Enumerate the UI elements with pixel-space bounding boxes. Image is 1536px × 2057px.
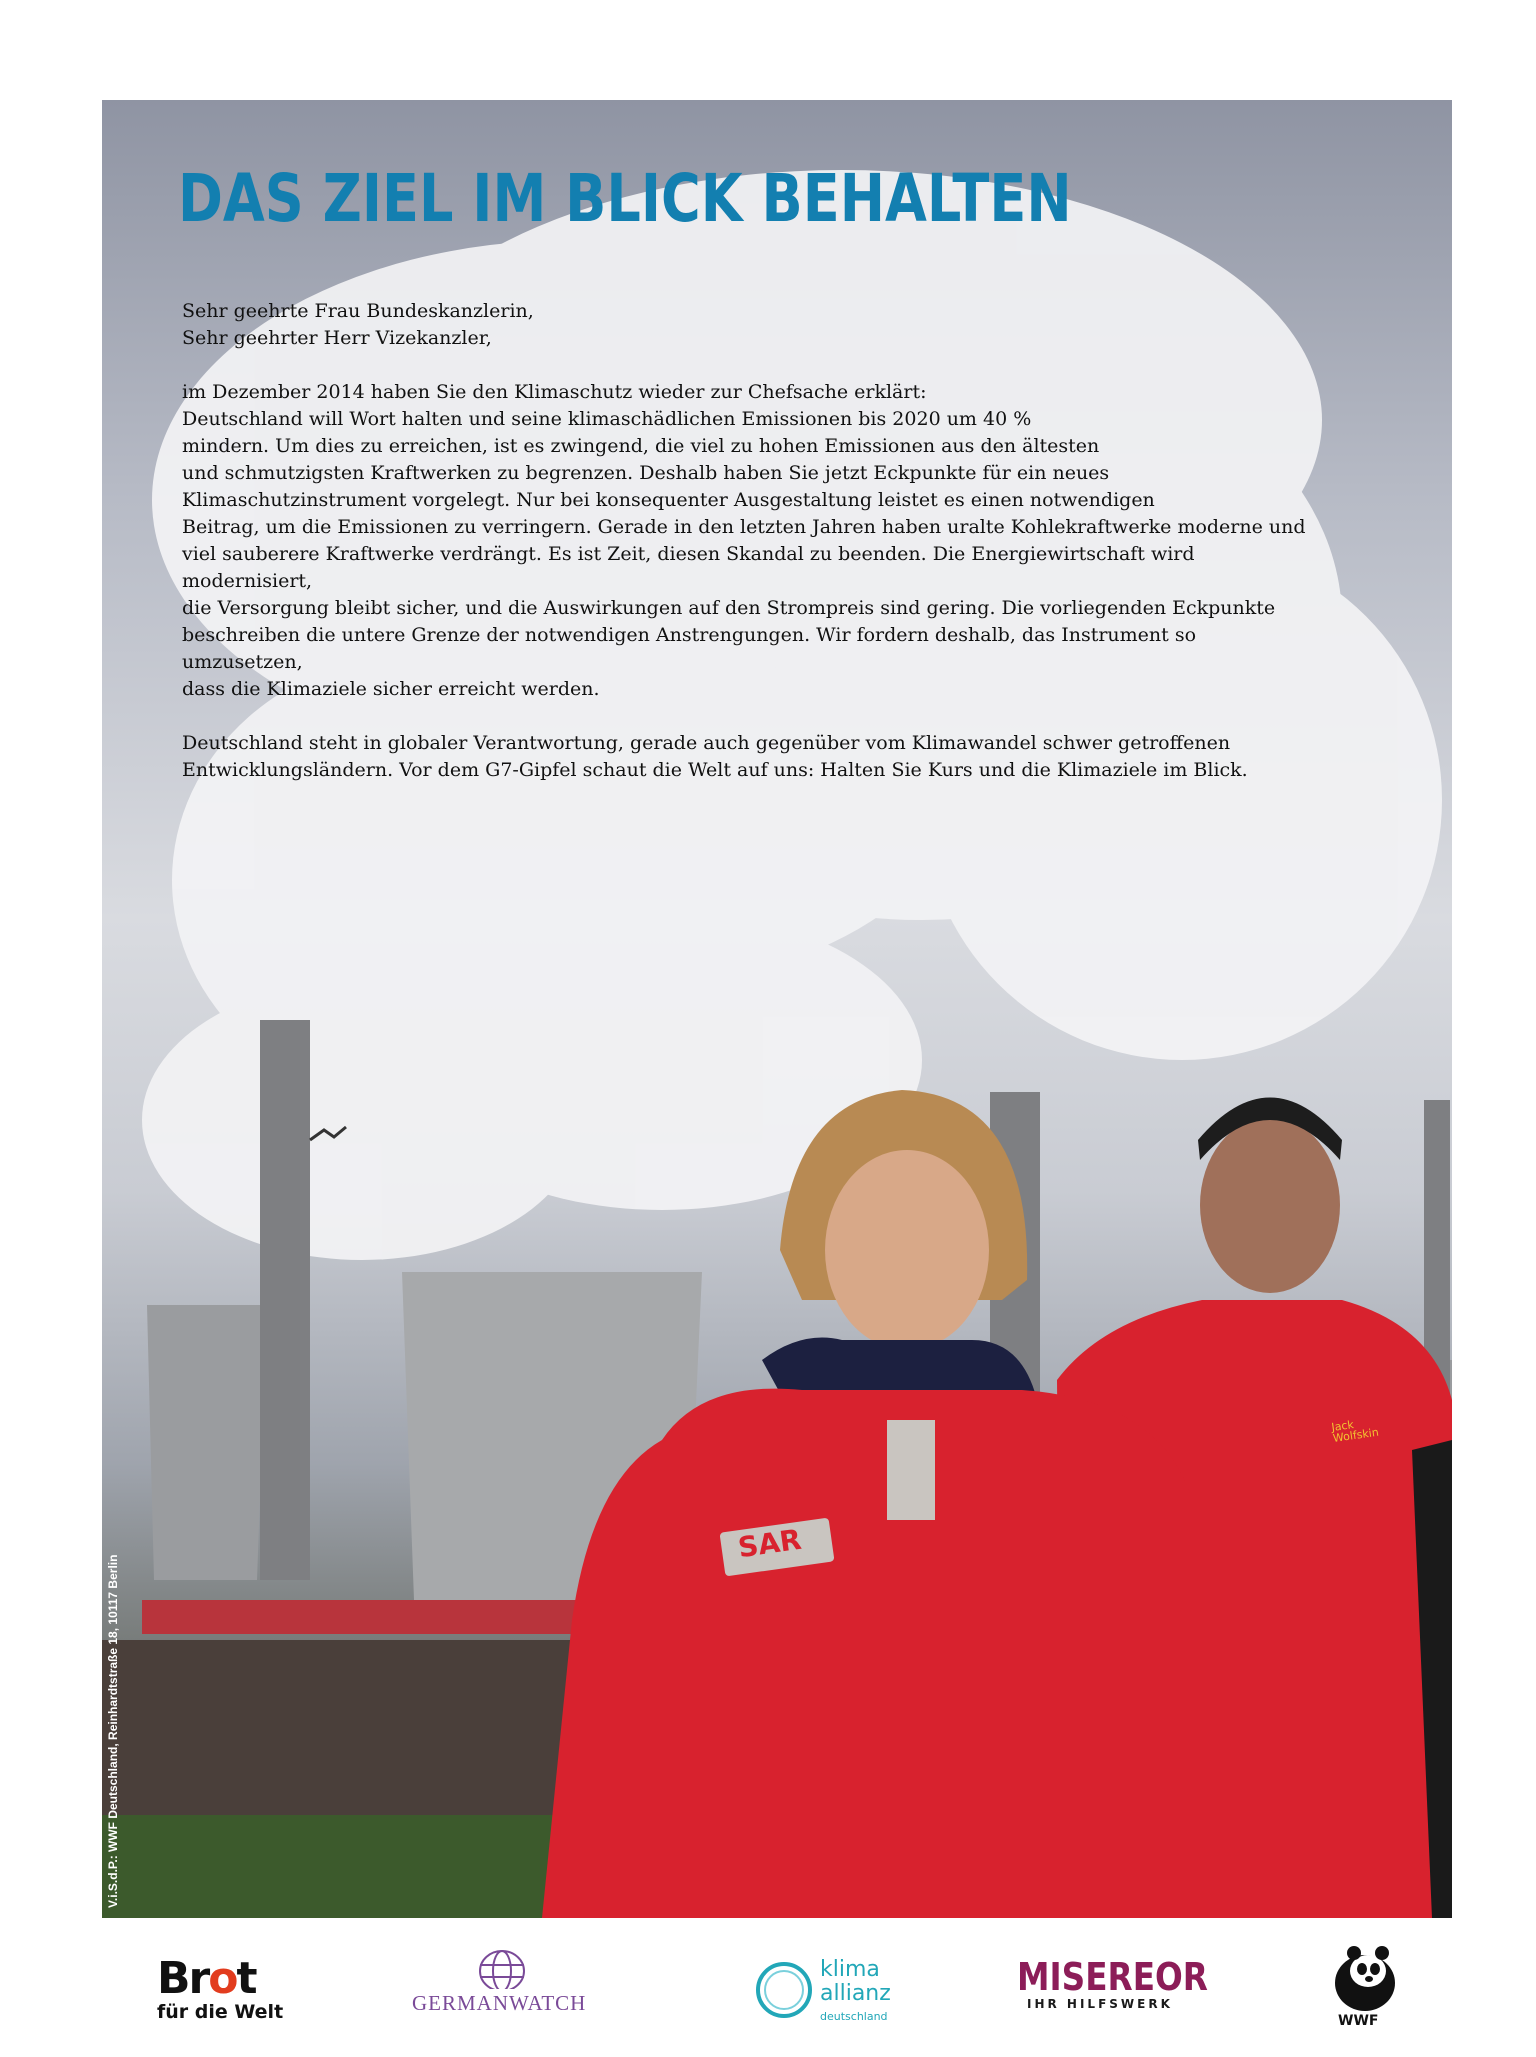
letter-paragraph-1: im Dezember 2014 haben Sie den Klimaschutz wieder zur Chefsache erklärt: Deutschland will Wort halten und seine klimaschädlichen Emissionen bis 2020 um 40 % mindern. Um dies zu erreichen, ist es zwingend, die viel zu hohen Emissionen aus den ältesten und schmutzigsten Kraftwerken zu begrenzen. Deshalb haben Sie jetzt Eckpunkte für ein neues Klimaschutzinstrument vorgelegt. Nur bei konsequenter Ausgestaltung leistet es einen notwendigen Beitrag, um die Emissionen zu verringern. Gerade in den letzten Jahren haben uralte Kohlekraftwerke moderne und viel sauberere Kraftwerke verdrängt. Es ist Zeit, diesen Skandal zu beenden. Die Energiewirtschaft wird modernisiert, die Versorgung bleibt sicher, und die Auswirkungen auf den Strompreis sind gering. Die vorliegenden Eckpunkte beschreiben die untere Grenze der notwendigen Anstrengungen. Wir fordern deshalb, das Instrument so umzusetzen, dass die Klimaziele sicher erreicht werden. <box>182 381 1306 700</box>
klima-logo-text-1: klima <box>820 1957 880 1982</box>
sar-badge: SAR <box>736 1522 804 1565</box>
wwf-logo[interactable] <box>1332 1941 1402 2041</box>
misereor-logo[interactable] <box>1017 1957 1239 2057</box>
misereor-logo-sub: IHR HILFSWERK <box>1027 1997 1173 2011</box>
klima-allianz-logo[interactable] <box>752 1955 912 2055</box>
letter-text <box>182 298 1312 811</box>
wwf-logo-text: WWF <box>1338 2013 1379 2029</box>
woman-figure <box>542 1090 1212 1918</box>
klima-logo-text-2: allianz <box>820 1981 891 2006</box>
brot-logo-text-a: Br <box>157 1953 209 2004</box>
ring-icon <box>752 1955 816 2025</box>
brot-logo-o: o <box>208 1953 237 2004</box>
salutation <box>182 298 1312 352</box>
misereor-logo-text: MISEREOR <box>1017 1955 1208 1999</box>
germanwatch-logo[interactable] <box>412 1955 602 2055</box>
imprint: V.i.S.d.P.: WWF Deutschland, Reinhardtstraße 18, 10117 Berlin <box>106 1554 120 1908</box>
salutation-2: Sehr geehrter Herr Vizekanzler, <box>182 327 492 349</box>
brot-logo-text-b: t <box>236 1953 256 2004</box>
brot-logo-sub: für die Welt <box>157 2001 284 2023</box>
poster-photo <box>102 100 1452 1918</box>
partner-logos <box>102 1935 1452 2035</box>
jacket-brand-label: Jack Wolfskin <box>1330 1418 1380 1445</box>
salutation-1: Sehr geehrte Frau Bundeskanzlerin, <box>182 300 534 322</box>
letter-paragraph-2: Deutschland steht in globaler Verantwortung, gerade auch gegenüber vom Klimawandel schwer getroffenen Entwicklungsländern. Vor dem G7-Gipfel schaut die Welt auf uns: Halten Sie Kurs und die Klimaziele im Blick. <box>182 732 1248 781</box>
brot-fuer-die-welt-logo[interactable] <box>157 1953 284 2057</box>
globe-icon <box>472 1949 532 1989</box>
headline: DAS ZIEL IM BLICK BEHALTEN <box>178 160 1072 237</box>
germanwatch-logo-text: GERMANWATCH <box>412 1991 587 2015</box>
klima-logo-text-3: deutschland <box>820 2010 888 2023</box>
panda-icon <box>1332 1941 1398 2013</box>
